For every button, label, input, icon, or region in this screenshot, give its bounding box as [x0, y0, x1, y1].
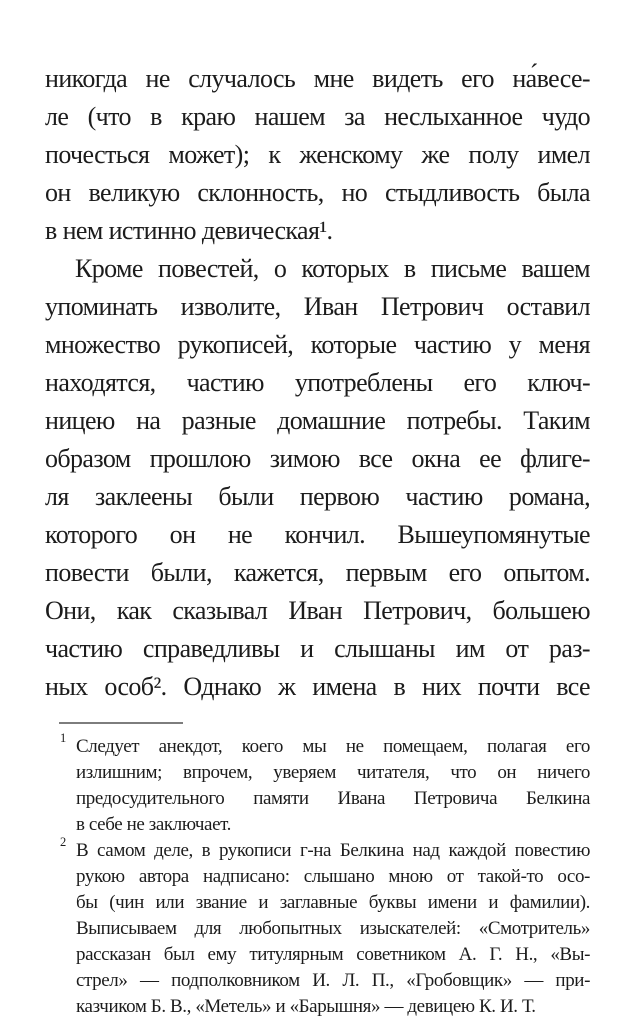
body-line: множество рукописей, которые частию у меня — [45, 330, 590, 359]
body-line: ле (что в краю нашем за неслыханное чудо — [45, 102, 590, 131]
footnote-line-text: Следует анекдот, коего мы не помещаем, полагая его — [76, 736, 590, 757]
footnote-line: излишним; впрочем, уверяем читателя, что он ничего — [76, 762, 590, 783]
footnote-marker: 2 — [60, 835, 66, 849]
body-line: упоминать изволите, Иван Петрович оставил — [45, 292, 590, 321]
footnote-line: рассказан был ему титулярным советником А. Г. Н., «Вы- — [76, 944, 590, 965]
body-line: почесться может); к женскому же полу имел — [45, 140, 590, 169]
footnote-line-text: В самом деле, в рукописи г-на Белкина над каждой повестию — [76, 840, 590, 861]
body-line: ля заклеены были первою частию романа, — [45, 482, 590, 511]
body-line: частию справедливы и слышаны им от раз- — [45, 634, 590, 663]
body-line: ных особ². Однако ж имена в них почти все — [45, 672, 590, 701]
footnote-line — [60, 731, 590, 760]
body-line: ницею на разные домашние потребы. Таким — [45, 406, 590, 435]
footnote-separator — [59, 722, 183, 724]
footnote — [59, 731, 590, 838]
body-line: которого он не кончил. Вышеупомянутые — [45, 520, 590, 549]
footnote-line: рукою автора надписано: слышано мною от такой-то осо- — [76, 866, 590, 887]
footnote-line: бы (чин или звание и заглавные буквы имени и фамилии). — [76, 892, 590, 913]
paragraph — [45, 250, 590, 706]
footnote — [59, 835, 590, 1018]
body-line: Кроме повестей, о которых в письме вашем — [75, 254, 590, 283]
body-line: повести были, кажется, первым его опытом. — [45, 558, 590, 587]
body-line: он великую склонность, но стыдливость была — [45, 178, 590, 207]
body-line: Они, как сказывал Иван Петрович, большею — [45, 596, 590, 625]
footnote-line: стрел» — подполковником И. Л. П., «Гробовщик» — при- — [76, 970, 590, 991]
footnote-line: предосудительного памяти Ивана Петровича Белкина — [76, 788, 590, 809]
footnote-line: Выписываем для любопытных изыскателей: «Смотритель» — [76, 918, 590, 939]
body-line: образом прошлою зимою все окна ее флиге- — [45, 444, 590, 473]
paragraph — [45, 60, 590, 250]
body-line: находятся, частию употреблены его ключ- — [45, 368, 590, 397]
body-line: в нем истинно девическая¹. — [45, 216, 333, 245]
body-line: никогда не случалось мне видеть его на́весе- — [45, 64, 590, 93]
body-text — [45, 60, 590, 706]
footnote-marker: 1 — [60, 731, 66, 745]
footnote-line: в себе не заключает. — [76, 814, 231, 835]
footnotes-section — [59, 731, 590, 1018]
footnote-line: казчиком Б. В., «Метель» и «Барышня» — девицею К. И. Т. — [76, 996, 536, 1017]
footnote-line — [60, 835, 590, 864]
